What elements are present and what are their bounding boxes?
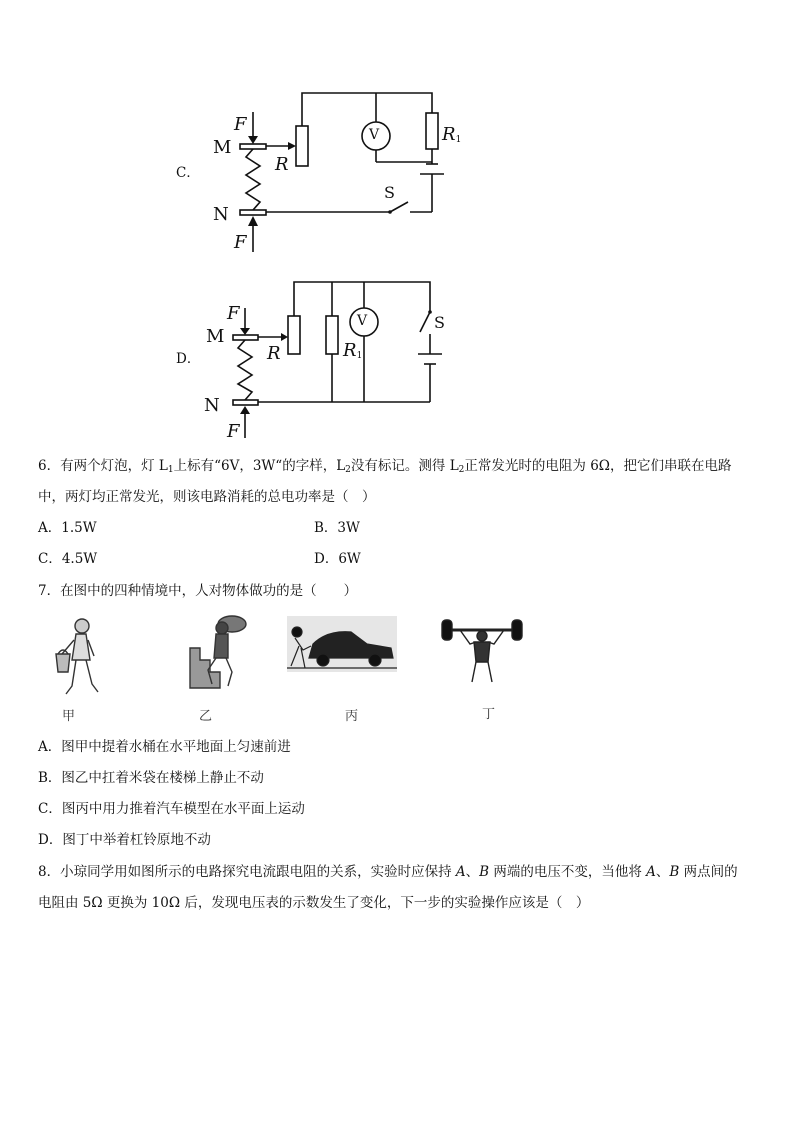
- scene-yi-stairs-sack: [188, 612, 252, 690]
- caption-jia: 甲: [62, 709, 76, 724]
- resistor-r1-label: $R_1$: [343, 340, 363, 361]
- label-n: N: [204, 395, 220, 416]
- q8-stem-line2: 电阻由 5Ω 更换为 10Ω 后，发现电压表的示数发生了变化，下一步的实验操作应该是（ ）: [38, 895, 590, 911]
- resistor-r1-label: $R_1$: [442, 124, 462, 145]
- caption-bing: 丙: [345, 709, 359, 724]
- force-label-top: F: [227, 303, 240, 324]
- voltmeter-label: V: [357, 313, 368, 329]
- force-label-bottom: F: [227, 421, 240, 442]
- caption-yi: 乙: [199, 709, 213, 724]
- force-label-top: F: [234, 114, 247, 135]
- scene-ding-weightlifter: [440, 614, 524, 686]
- q7-stem: 7．在图中的四种情境中，人对物体做功的是（ ）: [38, 583, 358, 599]
- q7-option-c: C．图丙中用力推着汽车模型在水平面上运动: [38, 801, 305, 817]
- switch-label: S: [434, 313, 445, 332]
- q6-stem-line1: 6．有两个灯泡，灯 $L_1$上标有“6V，3W“的字样，$L_2$没有标记。测得 $L_2$正常发光时的电阻为 6Ω，把它们串联在电路: [38, 458, 732, 475]
- scene-jia-bucket: [50, 614, 106, 704]
- voltmeter-label: V: [369, 127, 380, 143]
- q6-option-b: B．3W: [314, 520, 360, 536]
- q6-option-a: A．1.5W: [38, 520, 97, 536]
- label-m: M: [206, 326, 225, 347]
- q6-stem-line2: 中，两灯均正常发光，则该电路消耗的总电功率是（ ）: [38, 489, 376, 505]
- switch-label: S: [384, 183, 395, 202]
- option-c-label: C．: [176, 165, 200, 181]
- option-d-label: D．: [176, 351, 201, 367]
- circuit-diagram-d: [0, 270, 794, 450]
- q7-option-a: A．图甲中提着水桶在水平地面上匀速前进: [38, 739, 291, 755]
- caption-ding: 丁: [482, 707, 496, 722]
- q7-option-d: D．图丁中举着杠铃原地不动: [38, 832, 211, 848]
- label-m: M: [213, 137, 232, 158]
- rheostat-label: R: [267, 343, 281, 364]
- q6-option-c: C．4.5W: [38, 551, 98, 567]
- q7-option-b: B．图乙中扛着米袋在楼梯上静止不动: [38, 770, 264, 786]
- label-n: N: [213, 204, 229, 225]
- rheostat-label: R: [275, 154, 289, 175]
- scene-bing-push-car: [287, 616, 397, 672]
- q8-stem-line1: 8．小琼同学用如图所示的电路探究电流跟电阻的关系，实验时应保持 A、B 两端的电压不变，当他将 A、B 两点间的: [38, 864, 738, 880]
- force-label-bottom: F: [234, 232, 247, 253]
- q6-option-d: D．6W: [314, 551, 361, 567]
- circuit-diagram-c: [0, 0, 794, 260]
